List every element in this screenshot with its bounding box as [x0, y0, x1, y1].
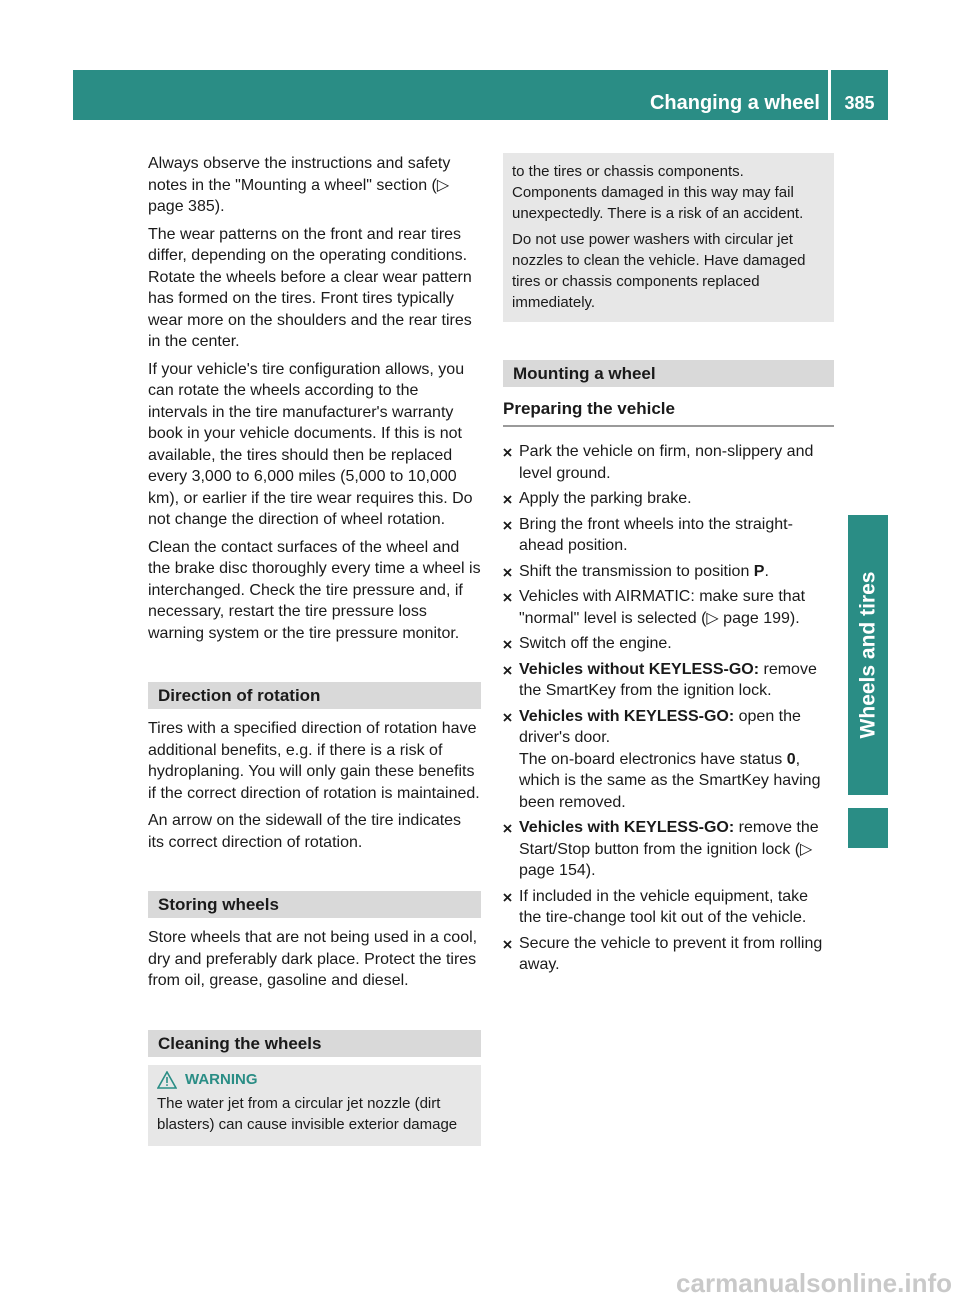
step-text: Bring the front wheels into the straight-ahead position. [519, 515, 793, 554]
subheading-preparing: Preparing the vehicle [503, 399, 834, 427]
section-heading-storing: Storing wheels [148, 891, 481, 918]
step-item [503, 659, 834, 702]
step-bold-label: Vehicles with KEYLESS-GO: [519, 819, 735, 836]
side-tab-label-wrap [848, 515, 888, 795]
step-item [503, 561, 834, 583]
step-text: open the driver's door. [519, 707, 801, 746]
step-item [503, 817, 834, 882]
step-result-text-end: , which is the same as the SmartKey having been removed. [519, 750, 821, 811]
step-arrow-icon [503, 666, 512, 675]
intro-paragraph-3: If your vehicle's tire configuration allows, you can rotate the wheels according to the intervals in the tire manufacturer's warranty book in your vehicle documents. If this is not available, the tires should then be replaced every 3,000 to 6,000 miles (5,000 to 10,000 km), or earlier if the tire wear requires this. Do not change the direction of wheel rotation. [148, 360, 473, 528]
intro-paragraph-1: Always observe the instructions and safety notes in the "Mounting a wheel" section (▷ page 385). [148, 155, 451, 215]
step-bold-label: Vehicles without KEYLESS-GO: [519, 660, 760, 678]
step-text: Switch off the engine. [519, 635, 672, 652]
section-heading-cleaning: Cleaning the wheels [148, 1030, 481, 1057]
left-column [148, 153, 481, 1146]
storing-paragraph: Store wheels that are not being used in a cool, dry and preferably dark place. Protect the tires from oil, grease, gasoline and diesel. [148, 929, 478, 989]
step-arrow-icon [503, 640, 512, 649]
intro-paragraph-4: Clean the contact surfaces of the wheel and the brake disc thoroughly every time a wheel is interchanged. Check the tire pressure and, if necessary, restart the tire pressure loss warning system or the tire pressure monitor. [148, 538, 481, 642]
step-arrow-icon [503, 940, 512, 949]
right-column [503, 153, 834, 980]
warning-box-continued [503, 153, 834, 322]
step-list [503, 441, 834, 976]
step-text: Park the vehicle on firm, non-slippery and level ground. [519, 443, 814, 482]
step-arrow-icon [503, 713, 512, 722]
step-arrow-icon [503, 495, 512, 504]
step-text: Shift the transmission to position [519, 562, 754, 580]
side-tab-label: Wheels and tires [856, 571, 880, 739]
step-bold-value: P [753, 562, 765, 580]
step-text: If included in the vehicle equipment, take the tire-change tool kit out of the vehicle. [519, 887, 809, 926]
step-item [503, 441, 834, 484]
step-text: Vehicles with AIRMATIC: make sure that "normal" level is selected (▷ page 199). [519, 588, 806, 627]
side-marker [848, 808, 888, 848]
intro-paragraph-2: The wear patterns on the front and rear tires differ, depending on the operating conditions. Rotate the wheels before a clear wear pattern has formed on the tires. Front tires typically wear more on the shoulders and the rear tires in the center. [148, 225, 472, 350]
step-text-end: . [764, 562, 769, 580]
warning-text: The water jet from a circular jet nozzle (dirt blasters) can cause invisible exterior damage [157, 1094, 458, 1133]
warning-triangle-icon [157, 1071, 177, 1089]
step-text: remove the SmartKey from the ignition lock. [519, 660, 817, 699]
step-text: Apply the parking brake. [519, 490, 692, 507]
page-number: 385 [844, 93, 875, 113]
step-item [503, 933, 834, 976]
step-arrow-icon [503, 521, 512, 530]
step-item [503, 633, 834, 655]
warning-title [157, 1071, 473, 1089]
step-arrow-icon [503, 893, 512, 902]
step-item [503, 514, 834, 557]
step-arrow-icon [503, 593, 512, 602]
section-heading-direction: Direction of rotation [148, 682, 481, 709]
warning-box [148, 1065, 481, 1146]
step-arrow-icon [503, 568, 512, 577]
step-bold-value: 0 [786, 750, 796, 768]
step-text: Secure the vehicle to prevent it from rolling away. [519, 934, 823, 973]
step-item [503, 488, 834, 510]
step-bold-label: Vehicles with KEYLESS-GO: [519, 707, 735, 725]
direction-paragraph-1: Tires with a specified direction of rotation have additional benefits, e.g. if there is a risk of hydroplaning. You will only gain these benefits if the correct direction of rotation is maintained. [148, 720, 480, 802]
page-title: Changing a wheel [649, 92, 820, 114]
warning-label: WARNING [185, 1071, 258, 1088]
step-text: remove the Start/Stop button from the ignition lock (▷ page 154). [519, 819, 819, 879]
step-result-text: The on-board electronics have status [519, 750, 787, 768]
step-item [503, 586, 834, 629]
step-arrow-icon [503, 824, 512, 833]
step-arrow-icon [503, 448, 512, 457]
warning-cont-2: Do not use power washers with circular jet nozzles to clean the vehicle. Have damaged tires or chassis components replaced immediately. [512, 231, 806, 311]
warning-cont-1: to the tires or chassis components. Components damaged in this way may fail unexpectedly. There is a risk of an accident. [512, 163, 804, 222]
step-item [503, 886, 834, 929]
section-heading-mounting: Mounting a wheel [503, 360, 834, 387]
direction-paragraph-2: An arrow on the sidewall of the tire indicates its correct direction of rotation. [148, 812, 462, 851]
step-item [503, 706, 834, 814]
watermark: carmanualsonline.info [676, 1268, 952, 1298]
